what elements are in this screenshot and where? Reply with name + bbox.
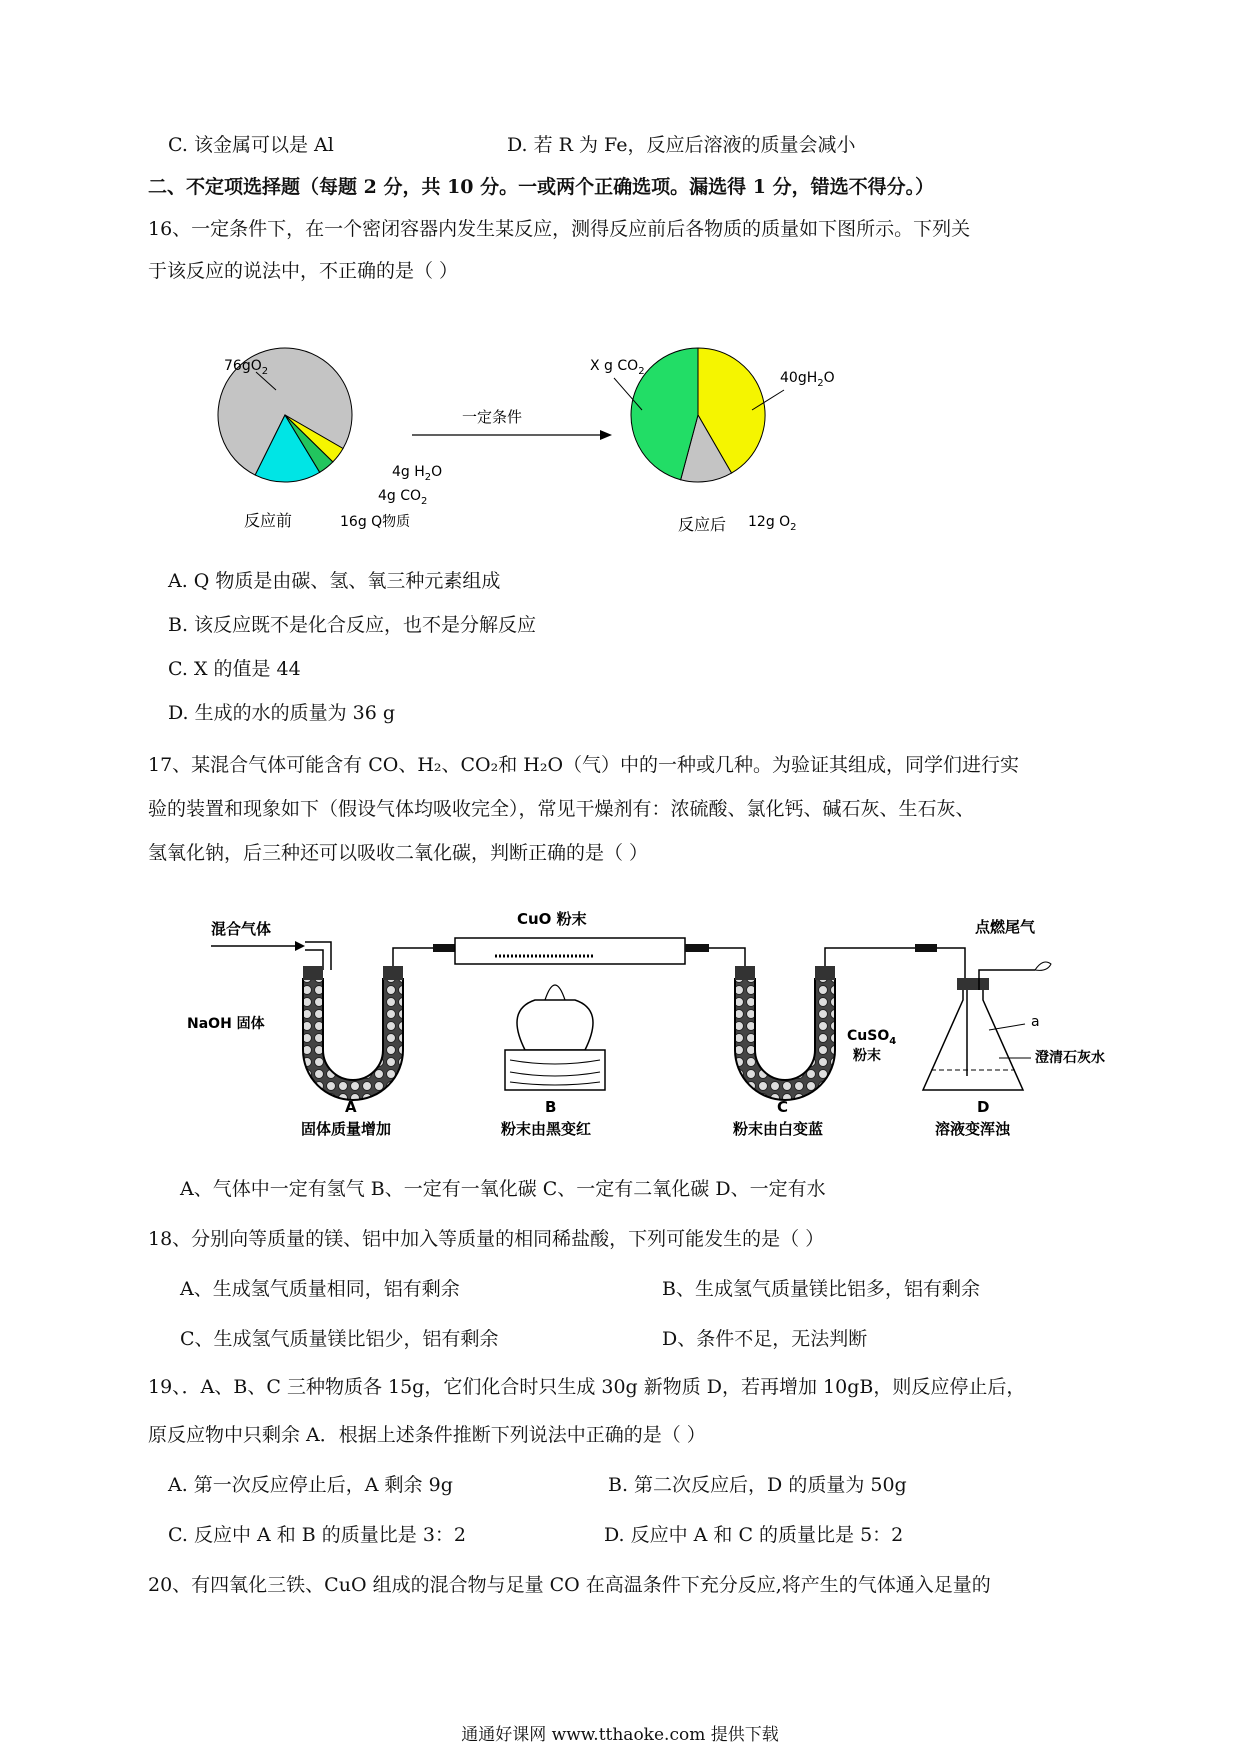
page-footer: 通通好课网 www.tthaoke.com 提供下载 xyxy=(461,1725,779,1745)
before-o2-label: $76gO_2$ xyxy=(224,358,269,377)
connector-1 xyxy=(433,944,455,952)
cuo-label: CuO 粉末 xyxy=(517,910,587,928)
q19-stem-line2: 原反应物中只剩余 A．根据上述条件推断下列说法中正确的是（ ） xyxy=(148,1424,706,1446)
stopper-a1 xyxy=(303,966,323,980)
caption-a: 固体质量增加 xyxy=(301,1120,392,1138)
q17-stem-line1: 17、某混合气体可能含有 CO、H₂、CO₂和 H₂O（气）中的一种或几种。为验证其组成，同学们进行实 xyxy=(148,754,1020,776)
tail-gas-label: 点燃尾气 xyxy=(975,918,1036,936)
tail-flame xyxy=(1035,962,1051,970)
q17-stem-line3: 氢氧化钠，后三种还可以吸收二氧化碳，判断正确的是（ ） xyxy=(148,842,649,864)
q15-option-c: C. 该金属可以是 Al xyxy=(168,134,334,156)
tube-b-c xyxy=(709,948,745,966)
inlet-label: 混合气体 xyxy=(211,920,272,938)
q16-option-d: D. 生成的水的质量为 36 g xyxy=(168,702,396,724)
arrow-head xyxy=(600,430,612,440)
stopper-a2 xyxy=(383,966,403,980)
q19-option-c: C. 反应中 A 和 B 的质量比是 3：2 xyxy=(168,1524,466,1546)
after-h2o-label: $40gH_2O$ xyxy=(780,370,835,389)
q16-stem-line2: 于该反应的说法中，不正确的是（ ） xyxy=(148,260,459,282)
label-d: D xyxy=(977,1098,990,1116)
before-q-label: 16g Q物质 xyxy=(340,514,411,530)
q17-options: A、气体中一定有氢气 B、一定有一氧化碳 C、一定有二氧化碳 D、一定有水 xyxy=(180,1178,826,1200)
tube-c-d xyxy=(825,948,915,966)
before-caption: 反应前 xyxy=(244,511,293,530)
q18-option-d: D、条件不足，无法判断 xyxy=(662,1328,868,1350)
q16-pie-diagram xyxy=(200,330,850,540)
q17-apparatus-diagram xyxy=(187,900,1105,1140)
flask-stopper xyxy=(957,978,989,990)
q18-option-a: A、生成氢气质量相同，铝有剩余 xyxy=(180,1278,460,1300)
limewater-label: 澄清石灰水 xyxy=(1035,1050,1105,1066)
after-co2-label: X g $CO_2$ xyxy=(590,358,645,377)
after-o2-label: 12g $O_2$ xyxy=(748,514,797,533)
q16-option-b: B. 该反应既不是化合反应，也不是分解反应 xyxy=(168,614,537,636)
u-tube-a-fill xyxy=(313,978,393,1090)
wood-block xyxy=(505,1050,605,1090)
connector-2 xyxy=(685,944,709,952)
tube-a-b xyxy=(393,948,433,966)
q15-option-d: D. 若 R 为 Fe，反应后溶液的质量会减小 xyxy=(507,134,856,156)
section-heading: 二、不定项选择题（每题 2 分，共 10 分。一或两个正确选项。漏选得 1 分，错选不得分。） xyxy=(148,176,935,198)
conical-flask xyxy=(923,986,1023,1090)
q20-stem-line1: 20、有四氧化三铁、CuO 组成的混合物与足量 CO 在高温条件下充分反应,将产生的气体通入足量的 xyxy=(148,1574,991,1596)
stopper-c2 xyxy=(815,966,835,980)
cuso4-label: CuSO$_4$ xyxy=(847,1028,897,1047)
q19-option-b: B. 第二次反应后，D 的质量为 50g xyxy=(608,1474,907,1496)
q16-option-a: A. Q 物质是由碳、氢、氧三种元素组成 xyxy=(168,570,501,592)
cuso4-powder-label: 粉末 xyxy=(853,1048,881,1064)
caption-b: 粉末由黑变红 xyxy=(501,1120,592,1138)
a-mark: a xyxy=(1031,1014,1040,1030)
inlet-tube xyxy=(305,942,331,970)
q19-stem-line1: 19、．A、B、C 三种物质各 15g，它们化合时只生成 30g 新物质 D，若再增加 10gB，则反应停止后， xyxy=(148,1376,1026,1398)
q16-stem-line1: 16、一定条件下，在一个密闭容器内发生某反应，测得反应前后各物质的质量如下图所示。下列关 xyxy=(148,218,971,240)
flame xyxy=(545,985,565,1000)
naoh-label: NaOH 固体 xyxy=(187,1016,265,1032)
before-h2o-label: 4g $H_2O$ xyxy=(392,464,443,483)
stopper-c1 xyxy=(735,966,755,980)
u-tube-c-fill xyxy=(745,978,825,1090)
q16-option-c: C. X 的值是 44 xyxy=(168,658,301,680)
inlet-arrow-head xyxy=(295,941,305,951)
q17-stem-line2: 验的装置和现象如下（假设气体均吸收完全），常见干燥剂有：浓硫酸、氯化钙、碱石灰、生石灰、 xyxy=(148,798,975,820)
cuo-tube xyxy=(455,938,685,964)
before-co2-label: 4g $CO_2$ xyxy=(378,488,428,507)
connector-3 xyxy=(915,944,937,952)
q18-option-c: C、生成氢气质量镁比铝少，铝有剩余 xyxy=(180,1328,499,1350)
label-a: A xyxy=(345,1098,357,1116)
q18-stem: 18、分别向等质量的镁、铝中加入等质量的相同稀盐酸，下列可能发生的是（ ） xyxy=(148,1228,825,1250)
caption-d: 溶液变浑浊 xyxy=(935,1120,1011,1138)
caption-c: 粉末由白变蓝 xyxy=(733,1120,824,1138)
q19-option-d: D. 反应中 A 和 C 的质量比是 5：2 xyxy=(604,1524,904,1546)
q18-option-b: B、生成氢气质量镁比铝多，铝有剩余 xyxy=(662,1278,980,1300)
alcohol-lamp xyxy=(517,1000,593,1050)
after-caption: 反应后 xyxy=(678,515,727,534)
pie-after xyxy=(631,348,765,482)
label-b: B xyxy=(545,1098,557,1116)
q19-option-a: A. 第一次反应停止后，A 剩余 9g xyxy=(168,1474,453,1496)
label-c: C xyxy=(777,1098,789,1116)
arrow-label: 一定条件 xyxy=(462,408,523,426)
